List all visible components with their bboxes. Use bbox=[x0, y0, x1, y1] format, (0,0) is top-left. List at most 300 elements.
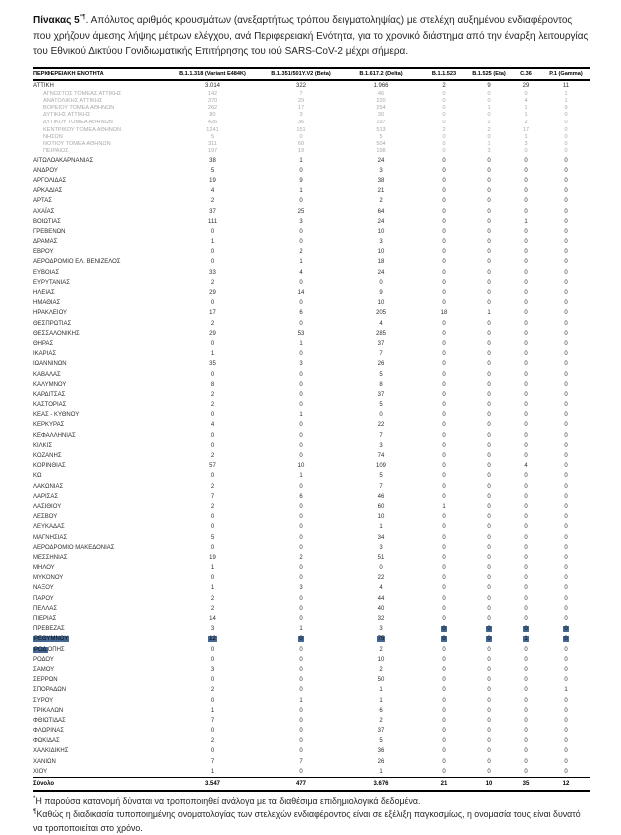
value-cell bbox=[260, 583, 342, 593]
region-name-cell bbox=[33, 675, 165, 685]
cell-text: 0 bbox=[487, 575, 491, 582]
cell-text: 0 bbox=[442, 728, 446, 735]
value-cell bbox=[420, 206, 468, 216]
region-name-cell bbox=[33, 98, 165, 105]
value-cell bbox=[420, 227, 468, 237]
value-cell bbox=[468, 237, 510, 247]
cell-text: ΑΧΑΪΑΣ bbox=[33, 208, 55, 215]
cell-text: 0 bbox=[524, 728, 528, 735]
value-cell bbox=[510, 746, 542, 756]
value-cell bbox=[260, 675, 342, 685]
table-row bbox=[33, 80, 590, 91]
value-cell bbox=[260, 105, 342, 112]
cell-text: 0 bbox=[299, 646, 303, 653]
cell-text: 2 bbox=[442, 126, 446, 133]
cell-text: 3.676 bbox=[373, 780, 389, 787]
value-cell bbox=[165, 461, 260, 471]
cell-text: 1 bbox=[524, 133, 528, 140]
value-cell bbox=[542, 665, 590, 675]
value-cell bbox=[510, 369, 542, 379]
cell-text: ΕΒΡΟΥ bbox=[33, 249, 54, 256]
cell-text: 2 bbox=[210, 687, 215, 694]
value-cell bbox=[510, 390, 542, 400]
cell-text: 0 bbox=[487, 239, 491, 246]
value-cell bbox=[420, 634, 468, 644]
cell-text: 0 bbox=[564, 717, 568, 724]
cell-text: 0 bbox=[487, 544, 491, 551]
cell-text: 0 bbox=[524, 290, 528, 297]
table-row bbox=[33, 471, 590, 481]
value-cell bbox=[260, 573, 342, 583]
value-cell bbox=[165, 767, 260, 778]
region-name-cell bbox=[33, 308, 165, 318]
cell-text: 0 bbox=[524, 605, 528, 612]
cell-text: ΕΥΒΟΙΑΣ bbox=[33, 269, 60, 276]
cell-text: 0 bbox=[564, 148, 568, 155]
value-cell bbox=[542, 98, 590, 105]
cell-text: 57 bbox=[209, 463, 216, 470]
value-cell bbox=[342, 227, 420, 237]
cell-text: ΑΕΡΟΔΡΟΜΙΟ ΕΛ. ΒΕΝΙΖΕΛΟΣ bbox=[33, 259, 121, 266]
value-cell bbox=[542, 217, 590, 227]
cell-text: 9 bbox=[379, 290, 383, 297]
value-cell bbox=[165, 369, 260, 379]
cell-text: 10 bbox=[297, 463, 305, 470]
value-cell bbox=[165, 563, 260, 573]
value-cell bbox=[342, 706, 420, 716]
value-cell bbox=[420, 594, 468, 604]
value-cell bbox=[342, 675, 420, 685]
cell-text: 0 bbox=[210, 249, 215, 256]
value-cell bbox=[260, 634, 342, 644]
region-name-cell bbox=[33, 359, 165, 369]
table-row bbox=[33, 573, 590, 583]
value-cell bbox=[260, 563, 342, 573]
cell-text: 8 bbox=[210, 381, 215, 388]
value-cell bbox=[420, 685, 468, 695]
cell-text: 0 bbox=[524, 340, 528, 347]
cell-text: ΦΛΩΡΙΝΑΣ bbox=[33, 728, 64, 735]
value-cell bbox=[260, 349, 342, 359]
cell-text: 0 bbox=[487, 157, 491, 164]
value-cell bbox=[542, 308, 590, 318]
region-name-cell bbox=[33, 196, 165, 206]
cell-text: 0 bbox=[564, 381, 568, 388]
value-cell bbox=[165, 604, 260, 614]
cell-text: 26 bbox=[377, 361, 385, 368]
cell-text: 0 bbox=[299, 707, 303, 714]
cell-text: 0 bbox=[210, 432, 215, 439]
value-cell bbox=[260, 237, 342, 247]
value-cell bbox=[510, 257, 542, 267]
cell-text: 0 bbox=[564, 768, 568, 775]
cell-text: 0 bbox=[524, 554, 528, 561]
value-cell bbox=[260, 441, 342, 451]
cell-text: 0 bbox=[564, 575, 568, 582]
value-cell bbox=[342, 492, 420, 502]
cell-text: 0 bbox=[524, 717, 528, 724]
region-name-cell bbox=[33, 726, 165, 736]
value-cell bbox=[260, 777, 342, 791]
value-cell bbox=[468, 227, 510, 237]
value-cell bbox=[420, 80, 468, 91]
value-cell bbox=[165, 736, 260, 746]
value-cell bbox=[468, 634, 510, 644]
value-cell bbox=[420, 298, 468, 308]
table-row bbox=[33, 451, 590, 461]
cell-text: 0 bbox=[299, 432, 303, 439]
cell-text: Σύνολο bbox=[33, 780, 55, 787]
region-name-cell bbox=[33, 431, 165, 441]
region-name-cell bbox=[33, 120, 165, 127]
table-row bbox=[33, 482, 590, 492]
cell-text: 0 bbox=[299, 133, 303, 140]
region-name-cell bbox=[33, 380, 165, 390]
cell-text: 0 bbox=[210, 442, 215, 449]
cell-text: 0 bbox=[564, 748, 568, 755]
value-cell bbox=[165, 746, 260, 756]
cell-text: 0 bbox=[299, 717, 303, 724]
cell-text: 0 bbox=[442, 148, 446, 155]
cell-text: 0 bbox=[487, 391, 491, 398]
cell-text: 0 bbox=[210, 544, 215, 551]
value-cell bbox=[260, 359, 342, 369]
value-cell bbox=[342, 451, 420, 461]
cell-text: 0 bbox=[487, 412, 491, 419]
cell-text: 0 bbox=[442, 514, 446, 521]
value-cell bbox=[165, 695, 260, 705]
value-cell bbox=[468, 522, 510, 532]
value-cell bbox=[260, 420, 342, 430]
value-cell bbox=[420, 655, 468, 665]
value-cell bbox=[260, 91, 342, 98]
cell-text: 0 bbox=[487, 279, 491, 286]
value-cell bbox=[342, 461, 420, 471]
value-cell bbox=[420, 461, 468, 471]
table-row bbox=[33, 492, 590, 502]
cell-text: 0 bbox=[299, 371, 303, 378]
cell-text: 0 bbox=[442, 141, 446, 147]
cell-text: 0 bbox=[487, 249, 491, 256]
region-name-cell bbox=[33, 716, 165, 726]
value-cell bbox=[165, 655, 260, 665]
value-cell bbox=[260, 268, 342, 278]
cell-text: 0 bbox=[524, 279, 528, 286]
value-cell bbox=[260, 695, 342, 705]
cell-text: 1 bbox=[299, 412, 303, 419]
value-cell bbox=[165, 186, 260, 196]
value-cell bbox=[468, 736, 510, 746]
value-cell bbox=[260, 80, 342, 91]
value-cell bbox=[510, 227, 542, 237]
value-cell bbox=[260, 186, 342, 196]
cell-text: 0 bbox=[564, 666, 568, 673]
region-name-cell bbox=[33, 91, 165, 98]
table-row bbox=[33, 268, 590, 278]
value-cell bbox=[542, 757, 590, 767]
total-row bbox=[33, 777, 590, 791]
cell-text: 0 bbox=[487, 493, 491, 500]
region-name-cell bbox=[33, 268, 165, 278]
value-cell bbox=[165, 777, 260, 791]
cell-text: 5 bbox=[379, 738, 383, 745]
value-cell bbox=[542, 141, 590, 148]
cell-text: 1 bbox=[299, 259, 303, 266]
cell-text: 0 bbox=[487, 133, 491, 140]
cell-text: 0 bbox=[442, 585, 446, 592]
value-cell bbox=[342, 431, 420, 441]
value-cell bbox=[165, 134, 260, 141]
value-cell bbox=[510, 308, 542, 318]
cell-text: 0 bbox=[564, 412, 568, 419]
value-cell bbox=[165, 471, 260, 481]
value-cell bbox=[342, 105, 420, 112]
cell-text: 0 bbox=[299, 279, 303, 286]
cell-text: 0 bbox=[487, 728, 491, 735]
region-name-cell bbox=[33, 614, 165, 624]
cell-text: 3 bbox=[299, 585, 303, 592]
cell-text: 0 bbox=[299, 616, 303, 623]
cell-text: 0 bbox=[524, 493, 528, 500]
value-cell bbox=[165, 512, 260, 522]
value-cell bbox=[342, 329, 420, 339]
cell-text: 0 bbox=[564, 483, 568, 490]
cell-text: 0 bbox=[524, 432, 528, 439]
cell-text: 22 bbox=[377, 422, 385, 429]
value-cell bbox=[342, 127, 420, 134]
value-cell bbox=[510, 166, 542, 176]
cell-text: ΑΕΡΟΔΡΟΜΙΟ ΜΑΚΕΔΟΝΙΑΣ bbox=[33, 544, 115, 551]
cell-text: 0 bbox=[299, 595, 303, 602]
region-name-cell bbox=[33, 298, 165, 308]
value-cell bbox=[510, 120, 542, 127]
cell-text: 0 bbox=[299, 544, 303, 551]
value-cell bbox=[542, 156, 590, 166]
selected-text: 0 bbox=[524, 626, 528, 633]
table-row bbox=[33, 583, 590, 593]
value-cell bbox=[260, 685, 342, 695]
value-cell bbox=[542, 522, 590, 532]
value-cell bbox=[542, 176, 590, 186]
value-cell bbox=[260, 706, 342, 716]
value-cell bbox=[260, 543, 342, 553]
value-cell bbox=[165, 390, 260, 400]
region-name-cell bbox=[33, 176, 165, 186]
cell-text: 24 bbox=[377, 269, 385, 276]
cell-text: 0 bbox=[210, 228, 215, 235]
cell-text: 198 bbox=[376, 148, 386, 155]
cell-text: 0 bbox=[210, 656, 215, 663]
value-cell bbox=[165, 420, 260, 430]
cell-text: 0 bbox=[379, 565, 383, 572]
value-cell bbox=[468, 141, 510, 148]
value-cell bbox=[510, 278, 542, 288]
value-cell bbox=[342, 471, 420, 481]
value-cell bbox=[165, 127, 260, 134]
cell-text: 1 bbox=[487, 310, 491, 317]
cell-text: ΗΡΑΚΛΕΙΟΥ bbox=[33, 310, 68, 317]
value-cell bbox=[165, 329, 260, 339]
cell-text: 0 bbox=[210, 677, 215, 684]
value-cell bbox=[342, 247, 420, 257]
cell-text: 36 bbox=[377, 748, 385, 755]
value-cell bbox=[510, 482, 542, 492]
table-row bbox=[33, 757, 590, 767]
value-cell bbox=[165, 685, 260, 695]
cell-text: 0 bbox=[564, 279, 568, 286]
value-cell bbox=[260, 380, 342, 390]
value-cell bbox=[260, 614, 342, 624]
value-cell bbox=[342, 594, 420, 604]
value-cell bbox=[260, 120, 342, 127]
value-cell bbox=[420, 522, 468, 532]
cell-text: 0 bbox=[564, 544, 568, 551]
cell-text: 0 bbox=[564, 157, 568, 164]
value-cell bbox=[342, 91, 420, 98]
value-cell bbox=[468, 186, 510, 196]
value-cell bbox=[342, 410, 420, 420]
table-row bbox=[33, 120, 590, 127]
cell-text: 0 bbox=[442, 463, 446, 470]
cell-text: 3 bbox=[487, 148, 491, 155]
cell-text: 0 bbox=[442, 105, 446, 111]
cell-text: 3 bbox=[379, 167, 383, 174]
cell-text: 0 bbox=[442, 340, 446, 347]
cell-text: 0 bbox=[524, 534, 528, 541]
value-cell bbox=[165, 634, 260, 644]
value-cell bbox=[420, 614, 468, 624]
region-name-cell bbox=[33, 767, 165, 778]
table-row bbox=[33, 522, 590, 532]
selected-text: 0 bbox=[487, 636, 491, 643]
table-row bbox=[33, 604, 590, 614]
cell-text: 6 bbox=[299, 310, 303, 317]
value-cell bbox=[260, 451, 342, 461]
cell-text: 0 bbox=[487, 677, 491, 684]
cell-text: 0 bbox=[487, 687, 491, 694]
cell-text: 0 bbox=[564, 565, 568, 572]
value-cell bbox=[510, 726, 542, 736]
value-cell bbox=[510, 573, 542, 583]
cell-text: 5 bbox=[379, 371, 383, 378]
cell-text: 1 bbox=[442, 503, 446, 510]
cell-text: 7 bbox=[210, 758, 215, 765]
cell-text: ΚΕΝΤΡΙΚΟΥ ΤΟΜΕΑ ΑΘΗΝΩΝ bbox=[43, 126, 122, 133]
cell-text: 0 bbox=[564, 677, 568, 684]
table-row bbox=[33, 247, 590, 257]
cell-text: 0 bbox=[524, 575, 528, 582]
table-row bbox=[33, 127, 590, 134]
cell-text: ΑΡΓΟΛΙΔΑΣ bbox=[33, 177, 67, 184]
value-cell bbox=[510, 134, 542, 141]
value-cell bbox=[342, 308, 420, 318]
value-cell bbox=[510, 532, 542, 542]
cell-text: 311 bbox=[208, 141, 217, 147]
value-cell bbox=[420, 563, 468, 573]
value-cell bbox=[510, 767, 542, 778]
selected-text: 75 bbox=[377, 636, 385, 643]
cell-text: ΝΑΞΟΥ bbox=[33, 585, 54, 592]
value-cell bbox=[468, 156, 510, 166]
cell-text: ΑΡΚΑΔΙΑΣ bbox=[33, 188, 63, 195]
cell-text: 1 bbox=[524, 218, 528, 225]
value-cell bbox=[165, 380, 260, 390]
cell-text: 17 bbox=[297, 105, 305, 111]
cell-text: 9 bbox=[564, 105, 568, 111]
cell-text: 0 bbox=[564, 493, 568, 500]
cell-text: 0 bbox=[442, 616, 446, 623]
value-cell bbox=[420, 98, 468, 105]
value-cell bbox=[468, 532, 510, 542]
cell-text: 3 bbox=[379, 239, 383, 246]
value-cell bbox=[260, 431, 342, 441]
cell-text: 2 bbox=[210, 605, 215, 612]
value-cell bbox=[510, 502, 542, 512]
value-cell bbox=[510, 685, 542, 695]
cell-text: 19 bbox=[297, 148, 305, 155]
cell-text: 2 bbox=[210, 402, 215, 409]
cell-text: 370 bbox=[207, 98, 218, 104]
table-caption-number: Πίνακας 5 bbox=[33, 15, 80, 26]
cell-text: ΗΜΑΘΙΑΣ bbox=[33, 300, 61, 307]
cell-text: 0 bbox=[210, 340, 215, 347]
value-cell bbox=[468, 298, 510, 308]
value-cell bbox=[260, 112, 342, 119]
cell-text: 5 bbox=[210, 133, 215, 140]
value-cell bbox=[468, 604, 510, 614]
cell-text: 0 bbox=[524, 269, 528, 276]
cell-text: 17 bbox=[522, 126, 530, 133]
region-name-cell bbox=[33, 685, 165, 695]
cell-text: 0 bbox=[564, 585, 568, 592]
value-cell bbox=[165, 757, 260, 767]
value-cell bbox=[468, 655, 510, 665]
cell-text: 25 bbox=[297, 208, 305, 215]
value-cell bbox=[542, 482, 590, 492]
value-cell bbox=[542, 298, 590, 308]
region-name-cell bbox=[33, 217, 165, 227]
cell-text: 50 bbox=[377, 677, 385, 684]
value-cell bbox=[510, 156, 542, 166]
value-cell bbox=[420, 543, 468, 553]
value-cell bbox=[165, 624, 260, 634]
cell-text: 0 bbox=[442, 198, 446, 205]
cell-text: 0 bbox=[564, 371, 568, 378]
value-cell bbox=[510, 98, 542, 105]
cell-text: 0 bbox=[524, 228, 528, 235]
region-name-cell bbox=[33, 461, 165, 471]
cell-text: 0 bbox=[524, 677, 528, 684]
cell-text: 426 bbox=[207, 119, 218, 126]
value-cell bbox=[420, 380, 468, 390]
cell-text: 0 bbox=[299, 381, 303, 388]
value-cell bbox=[542, 767, 590, 778]
cell-text: 7 bbox=[210, 717, 215, 724]
cell-text: ΝΟΤΙΟΥ ΤΟΜΕΑ ΑΘΗΝΩΝ bbox=[43, 141, 111, 147]
value-cell bbox=[510, 196, 542, 206]
cell-text: 0 bbox=[487, 340, 491, 347]
cell-text: 7 bbox=[379, 432, 383, 439]
cell-text: 0 bbox=[564, 218, 568, 225]
cell-text: 1 bbox=[299, 473, 303, 480]
value-cell bbox=[542, 645, 590, 655]
value-cell bbox=[510, 614, 542, 624]
cell-text: 0 bbox=[442, 279, 446, 286]
footnote-2-marker: ¶ bbox=[33, 808, 37, 816]
cell-text: ΚΑΛΥΜΝΟΥ bbox=[33, 381, 67, 388]
value-cell bbox=[468, 543, 510, 553]
cell-text: 36 bbox=[297, 119, 305, 126]
